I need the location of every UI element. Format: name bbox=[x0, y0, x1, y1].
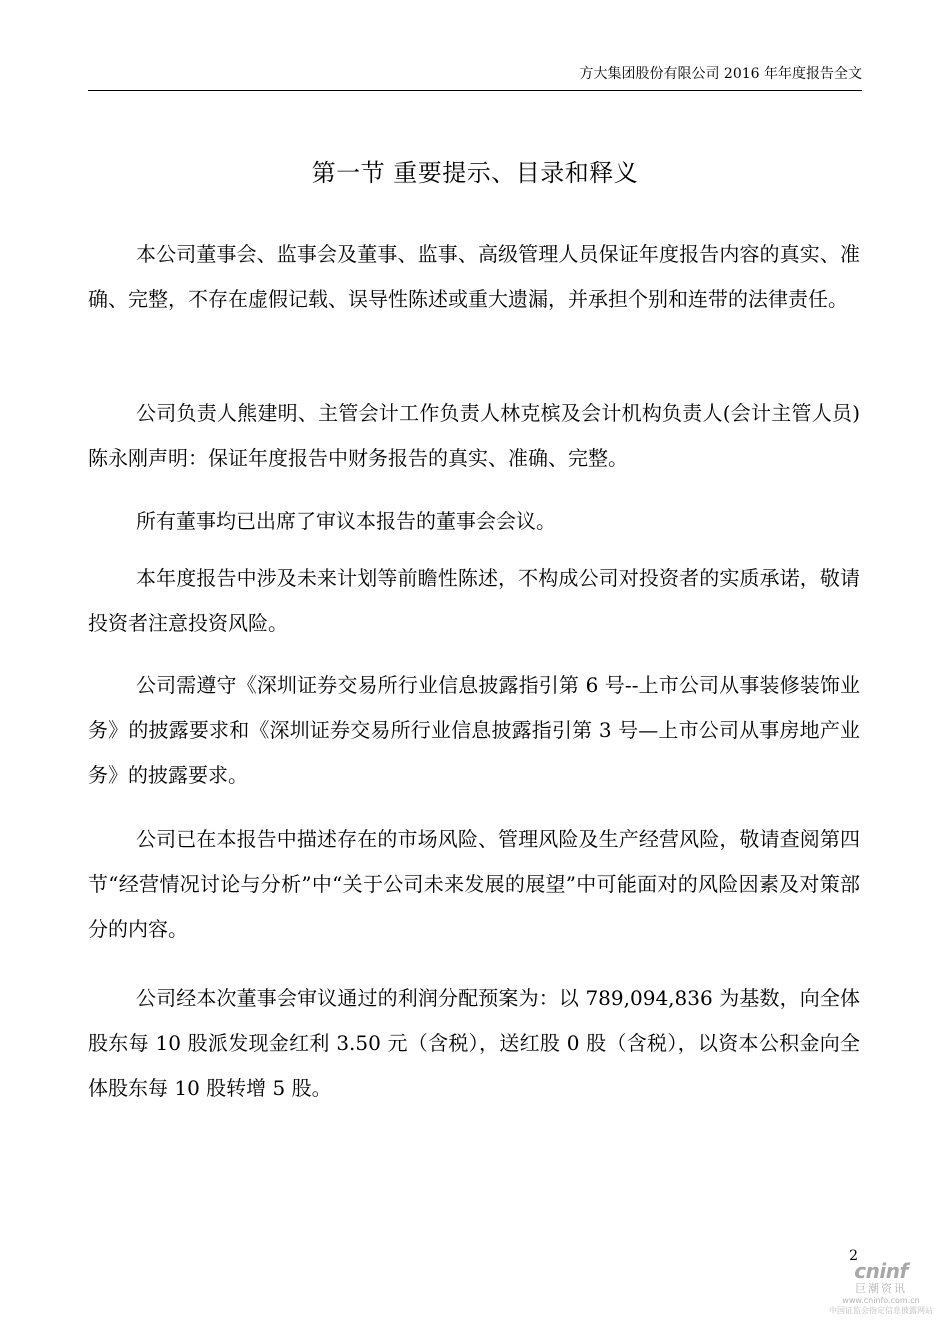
paragraph-disclosure-guidelines: 公司需遵守《深圳证券交易所行业信息披露指引第 6 号--上市公司从事装修装饰业务》的披露要求和《深圳证券交易所行业信息披露指引第 3 号—上市公司从事房地产业务》的披露要求。 bbox=[88, 673, 860, 787]
paragraph-forward-looking: 本年度报告中涉及未来计划等前瞻性陈述，不构成公司对投资者的实质承诺，敬请投资者注意投资风险。 bbox=[88, 566, 860, 635]
header-title: 方大集团股份有限公司 2016 年年度报告全文 bbox=[579, 66, 862, 82]
cninfo-watermark bbox=[826, 1260, 936, 1338]
watermark-name: 巨潮资讯 bbox=[855, 1282, 907, 1295]
page-number: 2 bbox=[849, 1248, 858, 1264]
paragraph-attendance: 所有董事均已出席了审议本报告的董事会会议。 bbox=[136, 509, 556, 533]
watermark-tagline: 中国证监会指定信息披露网站 bbox=[829, 1306, 933, 1315]
paragraph-responsibility: 本公司董事会、监事会及董事、监事、高级管理人员保证年度报告内容的真实、准确、完整，不存在虚假记载、误导性陈述或重大遗漏，并承担个别和连带的法律责任。 bbox=[88, 242, 860, 311]
section-title: 第一节 重要提示、目录和释义 bbox=[311, 159, 639, 187]
running-header bbox=[88, 64, 862, 91]
paragraph-risks: 公司已在本报告中描述存在的市场风险、管理风险及生产经营风险，敬请查阅第四节“经营情况讨论与分析”中“关于公司未来发展的展望”中可能面对的风险因素及对策部分的内容。 bbox=[88, 827, 860, 941]
paragraph-profit-distribution: 公司经本次董事会审议通过的利润分配预案为：以 789,094,836 为基数，向全体股东每 10 股派发现金红利 3.50 元（含税），送红股 0 股（含税），以资本公积金向全体股东每 10 股转增 5 股。 bbox=[88, 986, 860, 1100]
watermark-url: www.cninfo.com.cn bbox=[842, 1296, 920, 1305]
paragraph-declaration: 公司负责人熊建明、主管会计工作负责人林克槟及会计机构负责人(会计主管人员)陈永刚声明：保证年度报告中财务报告的真实、准确、完整。 bbox=[88, 401, 860, 470]
watermark-logo: cninf bbox=[854, 1259, 908, 1283]
